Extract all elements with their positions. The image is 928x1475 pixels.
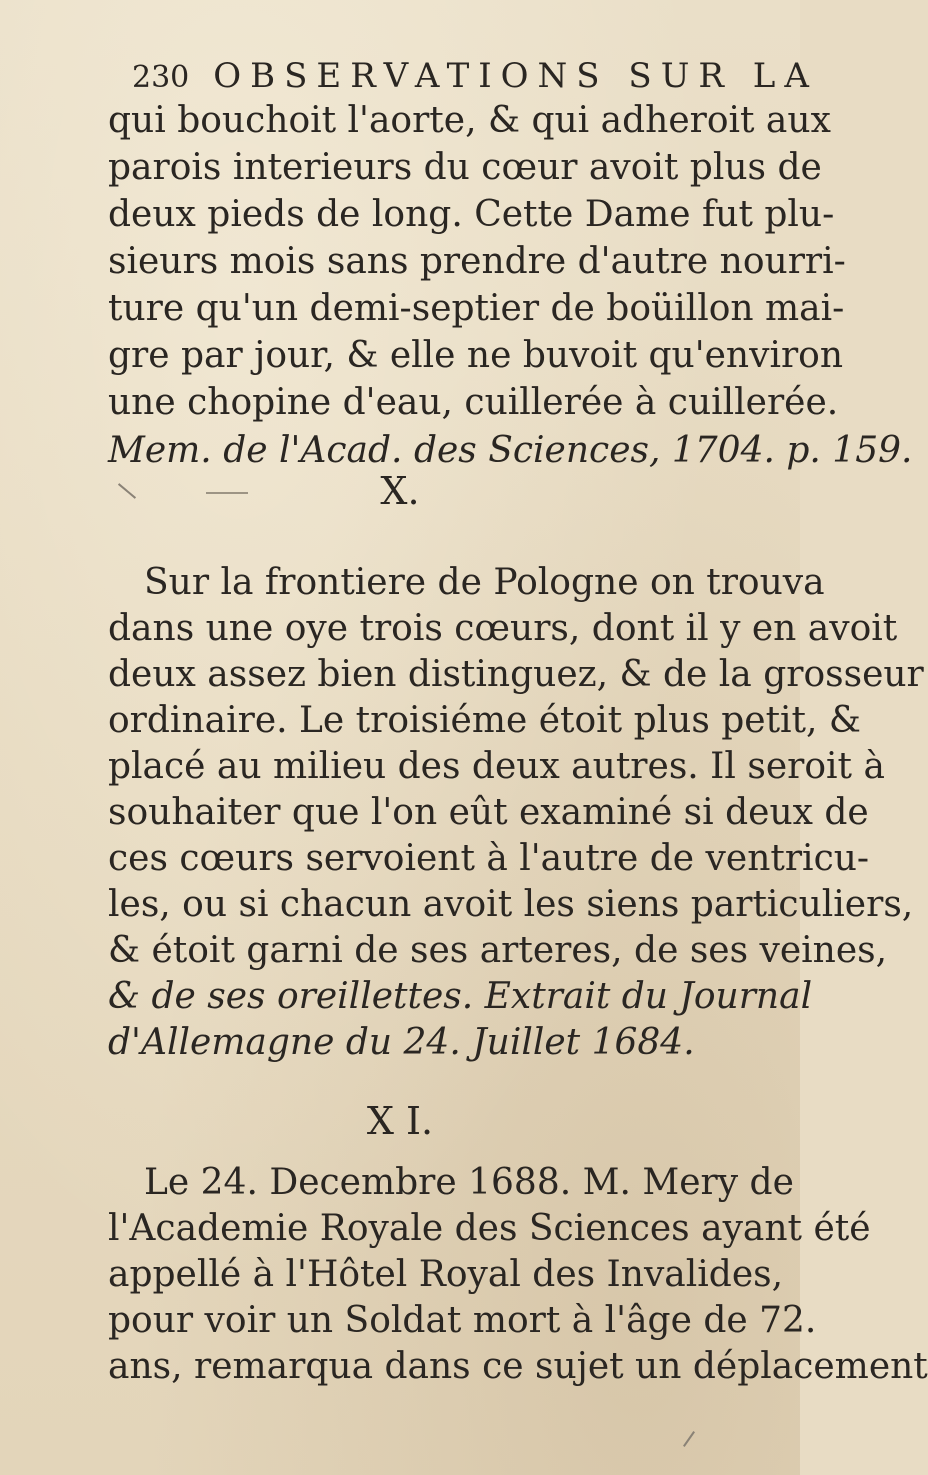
text-line: sieurs mois sans prendre d'autre nourri- [108,241,846,282]
section-heading: X I. [366,1099,434,1143]
text-line: deux pieds de long. Cette Dame fut plu- [108,194,835,235]
text-line: placé au milieu des deux autres. Il seroit à [108,746,885,787]
text-line: & de ses oreillettes. Extrait du Journal [108,976,813,1017]
text-line: souhaiter que l'on eût examiné si deux de [108,792,869,833]
text-line: l'Academie Royale des Sciences ayant été [108,1208,871,1249]
text-line: ans, remarqua dans ce sujet un déplacement [108,1346,928,1387]
running-head [132,56,818,96]
running-title: OBSERVATIONS SUR LA [213,56,818,96]
text-line: qui bouchoit l'aorte, & qui adheroit aux [108,100,831,141]
text-line: ordinaire. Le troisiéme étoit plus petit, & [108,700,861,741]
citation-line: Mem. de l'Acad. des Sciences, 1704. p. 159. [108,430,913,471]
ink-mark [683,1431,695,1447]
text-line: & étoit garni de ses arteres, de ses veines, [108,930,888,971]
text-line: pour voir un Soldat mort à l'âge de 72. [108,1300,817,1341]
text-line: deux assez bien distinguez, & de la grosseur [108,654,924,695]
text-line: appellé à l'Hôtel Royal des Invalides, [108,1254,784,1295]
text-line: ces cœurs servoient à l'autre de ventricu- [108,838,870,879]
text-line: ture qu'un demi-septier de boüillon mai- [108,288,845,329]
text-line: dans une oye trois cœurs, dont il y en avoit [108,608,898,649]
section-heading: X. [380,469,420,513]
citation-line: d'Allemagne du 24. Juillet 1684. [108,1022,695,1063]
page-number: 230 [132,60,190,95]
text-line: Le 24. Decembre 1688. M. Mery de [144,1162,794,1203]
text-line: les, ou si chacun avoit les siens particuliers, [108,884,914,925]
text-line: une chopine d'eau, cuillerée à cuillerée. [108,382,839,423]
text-line: gre par jour, & elle ne buvoit qu'environ [108,335,844,376]
text-line: parois interieurs du cœur avoit plus de [108,147,822,188]
text-line: Sur la frontiere de Pologne on trouva [144,562,825,603]
